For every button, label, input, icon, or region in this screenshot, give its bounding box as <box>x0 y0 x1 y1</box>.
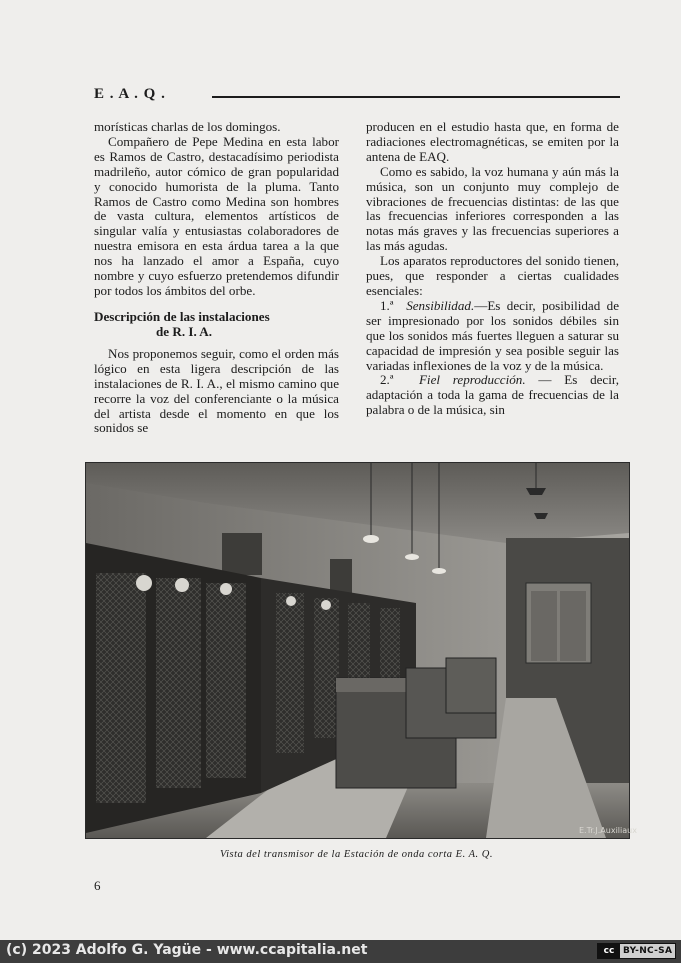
right-paragraph-4 <box>366 299 619 374</box>
section-heading-line-1: Descripción de las instalaciones <box>94 308 270 324</box>
item-2-term: Fiel reproducción. <box>418 372 526 388</box>
right-paragraph-3: Los aparatos reproductores del sonido tienen, pues, que responder a ciertas cualidades esenciales: <box>366 253 619 298</box>
right-paragraph-2: Como es sabido, la voz humana y aún más la música, son un conjunto muy complejo de vibraciones de frecuencias distintas: de las que las frecuencias inferiores corresponden a las notas más graves y las frecuencias superiores a las más agudas. <box>366 163 619 254</box>
right-paragraph-1: producen en el estudio hasta que, en forma de radiaciones electromagnéticas, se emiten por la antena de EAQ. <box>366 119 619 164</box>
header-rule <box>212 96 620 98</box>
item-1-term: Sensibilidad. <box>406 297 475 313</box>
header-title: E . A . Q . <box>94 86 166 102</box>
cc-icon: cc <box>598 944 620 958</box>
section-heading-line-2: de R. I. A. <box>156 323 213 339</box>
left-paragraph-3: Nos proponemos seguir, como el orden más lógico en esta ligera descripción de las instalaciones de R. I. A., el mismo camino que recorre la voz del conferenciante o la música del artista desde el momento en que los sonidos se <box>94 345 339 436</box>
transmitter-hall-photo <box>85 462 637 839</box>
left-column <box>94 120 339 436</box>
copyright-footer <box>0 940 681 963</box>
photo-illustration <box>86 463 637 838</box>
copyright-text: (c) 2023 Adolfo G. Yagüe - www.ccapitalia.net <box>6 942 368 958</box>
photo-caption: Vista del transmisor de la Estación de onda corta E. A. Q. <box>219 849 493 860</box>
running-header <box>94 86 620 106</box>
item-2-number: 2.ª <box>380 372 394 388</box>
section-heading <box>94 309 339 339</box>
page-number: 6 <box>94 878 101 893</box>
left-paragraph-1: morísticas charlas de los domingos. <box>94 119 281 134</box>
right-paragraph-5 <box>366 373 619 418</box>
item-2-text: — Es decir, adaptación a toda la gama de frecuencias de la palabra o de la música, sin <box>366 372 619 418</box>
photo-credit: E.Tr.J.Auxiliaux <box>579 826 637 835</box>
item-1-number: 1.ª <box>380 297 394 313</box>
cc-license-badge[interactable] <box>597 943 676 959</box>
right-column <box>366 120 619 418</box>
left-paragraph-2: Compañero de Pepe Medina en esta labor es Ramos de Castro, destacadísimo periodista madrileño, autor cómico de gran popularidad y conocido humorista de la pluma. Tanto Ramos de Castro como Medina son hombres de vasta cultura, elementos artísticos de singular valía y entusiastas colaboradores de nuestra emisora en esta árdua tarea a la que nos ha lanzado el amor a España, cuyo nombre y cuyo esfuerzo pretendemos difundir por todos los ámbitos del orbe. <box>94 133 339 298</box>
cc-license-text: BY-NC-SA <box>623 946 673 956</box>
item-1-text: —Es decir, posibilidad de ser impresionado por los sonidos débiles sin que los sonidos más fuertes lleguen a saturar su capacidad de impresión y sea posible seguir las variadas inflexiones de la voz y de la música. <box>366 297 620 373</box>
